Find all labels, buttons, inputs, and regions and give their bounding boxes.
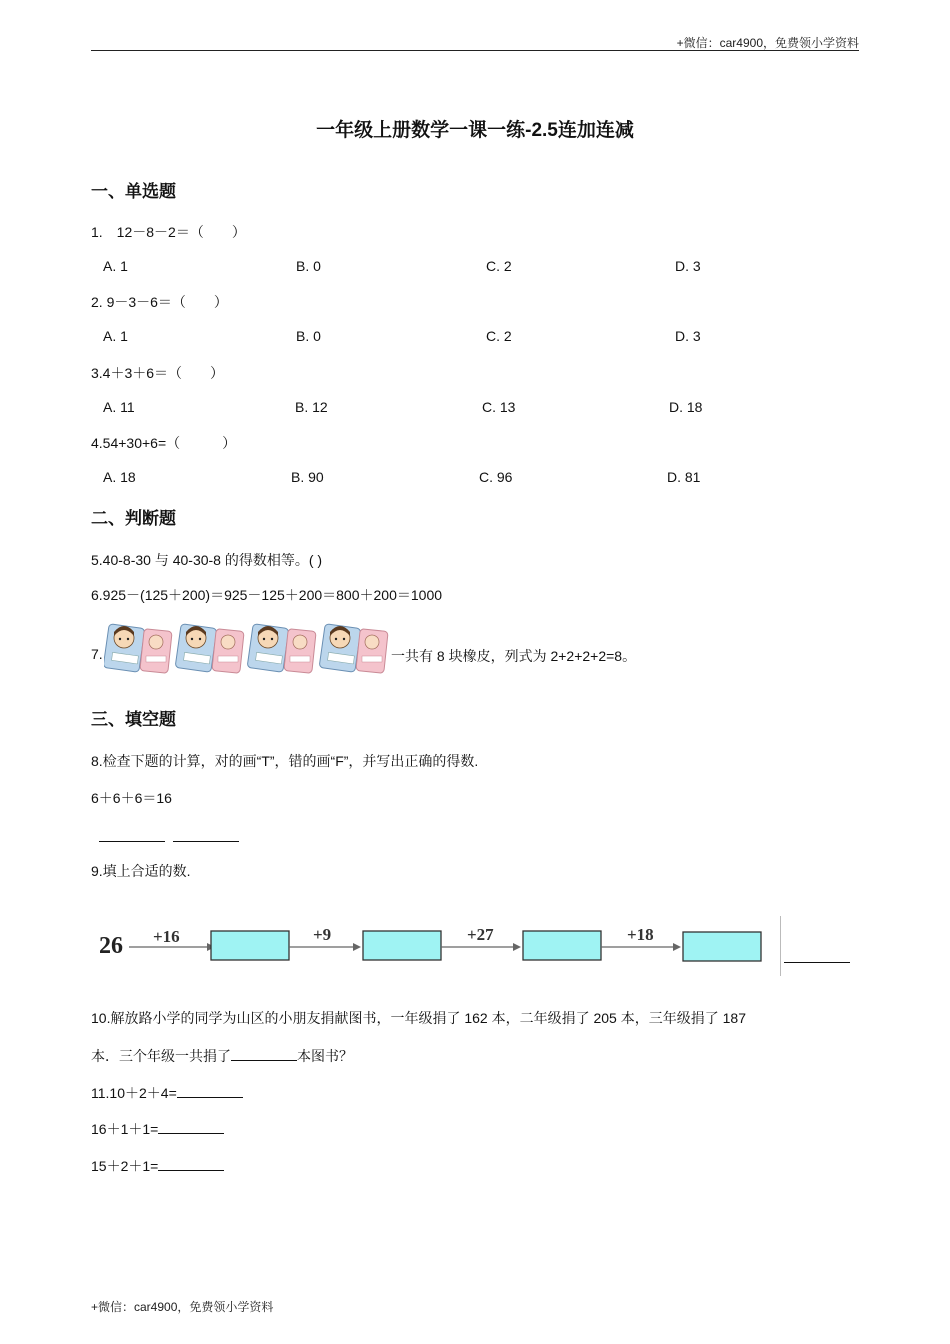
question-10-text-b: 本图书？ (297, 1048, 353, 1064)
chain-box-1[interactable] (211, 931, 289, 960)
eraser-pair-4 (319, 624, 388, 674)
question-10-line-2 (91, 1046, 353, 1066)
question-3-option-d: D. 18 (669, 399, 703, 415)
question-3-option-a: A. 11 (103, 399, 135, 415)
eraser-pair-3 (247, 624, 316, 674)
eraser-pair-1 (104, 624, 172, 674)
question-2-option-c: C. 2 (486, 328, 512, 344)
question-7-prefix: 7. (91, 646, 103, 662)
chain-box-3[interactable] (523, 931, 601, 960)
chain-step-3: +27 (467, 925, 494, 944)
question-1-option-a: A. 1 (103, 258, 128, 274)
question-11-b-blank[interactable] (158, 1119, 224, 1134)
section-true-false: 二、判断题 (91, 509, 176, 528)
footer-note: +微信：car4900，免费领小学资料 (91, 1300, 274, 1314)
chain-box-4[interactable] (683, 932, 761, 961)
question-1-option-b: B. 0 (296, 258, 321, 274)
question-11-a (91, 1083, 243, 1103)
number-chain-diagram (91, 918, 781, 976)
question-11-a-expr: 11.10＋2＋4= (91, 1085, 177, 1101)
question-9-blank[interactable] (784, 948, 850, 966)
chain-box-2[interactable] (363, 931, 441, 960)
question-2-option-a: A. 1 (103, 328, 128, 344)
question-8-blank-2[interactable] (173, 827, 239, 845)
question-7-text: 一共有 8 块橡皮，列式为 2+2+2+2=8。 (391, 648, 637, 664)
header-divider (91, 50, 859, 51)
question-1-option-c: C. 2 (486, 258, 512, 274)
question-11-b-expr: 16＋1＋1= (91, 1121, 159, 1137)
question-1-stem: 1. 12－8－2＝（ ） (91, 224, 246, 240)
question-8-stem: 8.检查下题的计算，对的画“T”，错的画“F”，并写出正确的得数. (91, 753, 479, 769)
question-5: 5.40-8-30 与 40-30-8 的得数相等。( ) (91, 552, 323, 568)
question-4-option-a: A. 18 (103, 469, 136, 485)
question-8-blank-1[interactable] (99, 827, 165, 845)
diagram-edge-line (780, 916, 781, 976)
question-3-stem: 3.4＋3＋6＝（ ） (91, 365, 225, 381)
question-4-option-c: C. 96 (479, 469, 513, 485)
header-note: +微信：car4900，免费领小学资料 (676, 36, 859, 50)
question-11-c-expr: 15＋2＋1= (91, 1158, 159, 1174)
question-6: 6.925－(125＋200)＝925－125＋200＝800＋200＝1000 (91, 587, 443, 603)
question-3-option-b: B. 12 (295, 399, 328, 415)
section-single-choice: 一、单选题 (91, 182, 176, 201)
question-9-stem: 9.填上合适的数. (91, 863, 191, 879)
question-10-blank[interactable] (231, 1046, 297, 1061)
question-4-stem: 4.54+30+6=（ ） (91, 435, 237, 451)
chain-start-number: 26 (99, 933, 123, 959)
chain-step-4: +18 (627, 925, 654, 944)
question-11-c (91, 1156, 224, 1176)
question-11-c-blank[interactable] (158, 1156, 224, 1171)
erasers-image (104, 616, 390, 676)
question-11-b (91, 1119, 224, 1139)
eraser-pair-2 (175, 624, 244, 674)
question-8-expression: 6＋6＋6＝16 (91, 790, 172, 806)
question-4-option-b: B. 90 (291, 469, 324, 485)
question-2-stem: 2. 9－3－6＝（ ） (91, 294, 228, 310)
question-4-option-d: D. 81 (667, 469, 701, 485)
page-title: 一年级上册数学一课一练-2.5连加连减 (316, 120, 634, 141)
chain-step-1: +16 (153, 927, 180, 946)
section-fill-blank: 三、填空题 (91, 710, 176, 729)
question-10-text-a: 本．三个年级一共捐了 (91, 1048, 231, 1064)
question-2-option-d: D. 3 (675, 328, 701, 344)
question-1-option-d: D. 3 (675, 258, 701, 274)
question-3-option-c: C. 13 (482, 399, 516, 415)
question-2-option-b: B. 0 (296, 328, 321, 344)
question-10-line-1: 10.解放路小学的同学为山区的小朋友捐献图书，一年级捐了 162 本，二年级捐了 205 本，三年级捐了 187 (91, 1010, 746, 1026)
chain-step-2: +9 (313, 925, 332, 944)
question-11-a-blank[interactable] (177, 1083, 243, 1098)
